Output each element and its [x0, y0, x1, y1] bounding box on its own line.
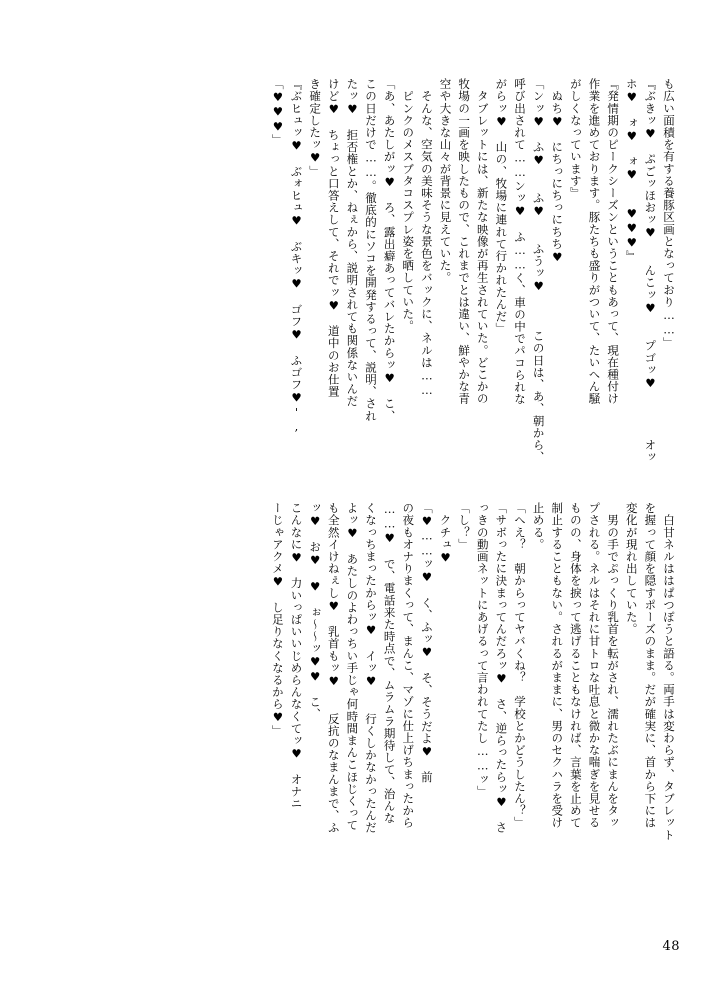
- text-line: くなっちまったからッ♥ イッ♥ 行くしかなかったんだ: [364, 502, 378, 834]
- text-line: 男の手でぷっくり乳首を転がされ、濡れたぶにまんをタッ: [606, 502, 621, 829]
- text-line: タブレットには、新たな映像が再生されていた。どこかの: [475, 78, 490, 405]
- text-line: 「♥……ッ♥ く、ふッ♥ そ、そうだよ♥ 前: [419, 502, 434, 784]
- text-line: ……♥ で、電話来た時点で、ムラムラ期待して、治んな: [382, 502, 397, 825]
- text-line: 「サボったに決まってんだろッ♥ さ、逆らったらッ♥ さ: [494, 502, 509, 834]
- text-line: 『ぶきッ♥ ぷごッほおッ♥ んこッ♥ プゴッ♥ オッ: [643, 78, 658, 464]
- text-line: 制止することもない。されるがままに、男のセクハラを受け: [550, 502, 565, 829]
- text-line: ものの、身体を捩って逃げることもなければ、言葉を止めて: [568, 502, 583, 829]
- text-line: 「へえ？ 朝からってヤバくね？ 学校とかどうしたん？」: [513, 502, 527, 829]
- text-line: を握って顔を隠すポーズのまま。だが確実に、首から下には: [643, 502, 658, 829]
- text-line: の夜もオナりまくって、まんこ、マゾに仕上げちまったから: [401, 502, 416, 829]
- text-line: けど♥ ちょっと口答えして、それでッ♥ 道中のお仕置: [326, 78, 341, 398]
- text-line: こんなに♥ 力いっぱいいじめらんなくてッ♥ オナニ: [289, 502, 304, 810]
- text-line: ぬち♥ にちっにちっにちち♥: [550, 78, 565, 265]
- text-line: がらッ♥ 山の、牧場に連れて行かれたんだ」: [494, 78, 509, 335]
- text-line: 「し？」: [457, 502, 472, 551]
- page-number: 48: [662, 939, 680, 954]
- text-line: ホ♥ ォ♥ ォ♥ ♥♥♥』: [624, 78, 639, 263]
- text-line: プされる。ネルはそれに甘トロな吐息と微かな喘ぎを見せる: [587, 502, 602, 829]
- text-line: 変化が現れ出していた。: [624, 502, 639, 636]
- text-line: 空や大きな山々が背景に見えていた。: [438, 78, 453, 284]
- text-line: ッ♥ お♥ ♥ ぉ～～ッ♥♥ こ、: [308, 502, 323, 721]
- text-line: き確定したッ♥」: [308, 78, 323, 178]
- text-line: 呼び出されて……ンッ♥ ふ……く、車の中でパコられな: [513, 78, 527, 406]
- text-line: たッ♥ 拒否権とか、ねぇから、説明されても関係ないんだ: [345, 78, 360, 408]
- text-line: ピンクのメスブタコスプレ姿を晒していた。: [401, 78, 416, 333]
- text-line: よッ♥ あたしのよわっちい手じゃ何時間まんこほじくって: [345, 502, 360, 832]
- text-line: 「♥♥♥」: [270, 78, 285, 146]
- text-line: この日だけで……。徹底的にソコを開発するって、説明、され: [364, 78, 378, 422]
- text-line: ーじゃアクメ♥ し足りなくなるから♥」: [270, 502, 285, 737]
- text-line: も広い面積を有する養豚区画となっており……」: [662, 78, 676, 350]
- text-line: 止める。: [531, 502, 546, 551]
- text-line: そんな、空気の美味そうな景色をバックに、ネルは……: [419, 78, 434, 398]
- text-line: 作業を進めております。豚たちも盛りがついて、たいへん騒: [587, 78, 602, 405]
- text-line: 「あ、あたしがッ♥ ろ、露出癖あってバレたからッ♥ こ、: [382, 78, 397, 422]
- text-line: 『発情期のピークシーズンということもあって、現在種付け: [606, 78, 621, 405]
- text-line: がしくなっています』: [568, 78, 583, 199]
- text-line: 『ぶヒュッ♥ ぶォヒュ♥ ぶキッ♥ ゴフ♥ ふゴフ♥',: [289, 78, 304, 435]
- upper-text-column: [108, 78, 678, 478]
- text-line: っきの動画ネットにあげるって言われてたし……ッ」: [475, 502, 490, 798]
- text-line: クチュ♥: [438, 502, 453, 565]
- text-line: 牧場の一画を映したもので、これまでとは違い、鮮やかな青: [457, 78, 472, 405]
- text-line: も全然イけねぇし♥ 乳首もッ♥ 反抗のなまんまで、ふ: [326, 502, 341, 834]
- lower-text-column: [108, 502, 678, 902]
- text-line: 「ンッ♥ ふ♥ ふ♥ ふうッ♥ この日は、あ、朝から、: [531, 78, 546, 464]
- text-line: 白甘ネルははぱつぽうと語る。両手は変わらず、タブレット: [662, 502, 676, 841]
